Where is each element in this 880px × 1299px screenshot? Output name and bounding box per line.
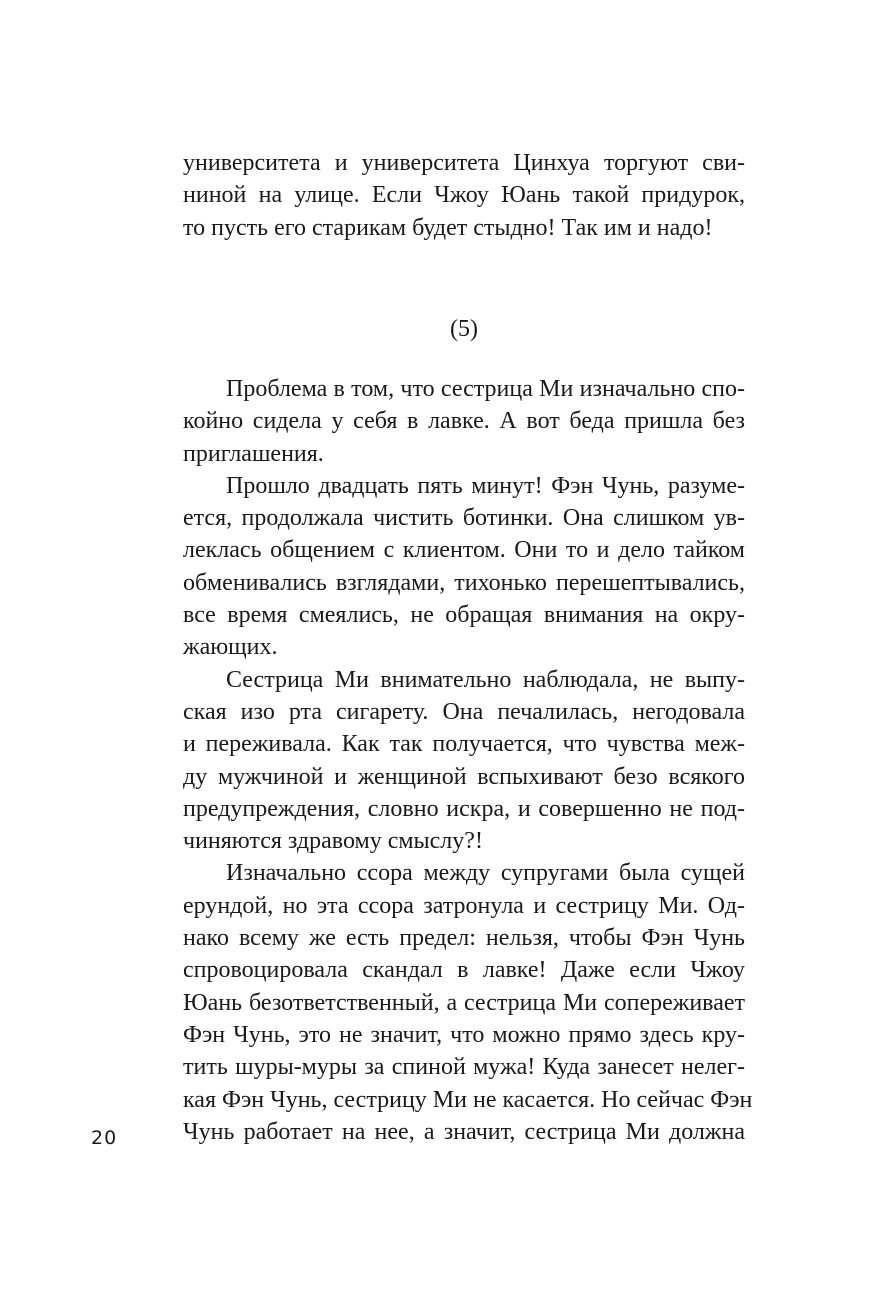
text-line: все время смеялись, не обращая внимания на окру- <box>183 602 745 629</box>
text-line: Фэн Чунь, это не значит, что можно прямо здесь кру- <box>183 1021 745 1048</box>
text-line: чиняются здравому смыслу?! <box>183 828 483 855</box>
text-line: тить шуры-муры за спиной мужа! Куда занесет нелег- <box>183 1054 745 1081</box>
text-line: жающих. <box>183 634 278 661</box>
main-text <box>183 373 753 1148</box>
text-line: предупреждения, словно искра, и совершенно не под- <box>183 795 745 822</box>
text-line: Чунь работает на нее, а значит, сестрица Ми должна <box>183 1118 745 1145</box>
text-line: ется, продолжала чистить ботинки. Она слишком ув- <box>183 505 745 532</box>
text-line: ерундой, но эта ссора затронула и сестрицу Ми. Од- <box>183 892 745 919</box>
text-line: обменивались взглядами, тихонько перешептывались, <box>183 569 745 596</box>
text-line: койно сидела у себя в лавке. А вот беда пришла без <box>183 408 745 435</box>
text-line: Юань безответственный, а сестрица Ми сопереживает <box>183 989 745 1016</box>
page-number: 20 <box>91 1127 118 1149</box>
text-line: и переживала. Как так получается, что чувства меж- <box>183 731 745 758</box>
text-line: приглашения. <box>183 440 324 467</box>
text-line: университета и университета Цинхуа торгуют сви- <box>183 150 745 176</box>
text-line: Сестрица Ми внимательно наблюдала, не выпу- <box>226 666 745 693</box>
text-line: нако всему же есть предел: нельзя, чтобы Фэн Чунь <box>183 925 745 952</box>
text-line: ниной на улице. Если Чжоу Юань такой придурок, <box>183 182 745 209</box>
top-paragraph <box>183 147 745 244</box>
text-line: спровоцировала скандал в лавке! Даже если Чжоу <box>183 957 745 984</box>
text-line: то пусть его старикам будет стыдно! Так им и надо! <box>183 214 713 241</box>
section-number: (5) <box>450 316 478 342</box>
text-line: леклась общением с клиентом. Они то и дело тайком <box>183 537 745 564</box>
text-line: Прошло двадцать пять минут! Фэн Чунь, разуме- <box>226 472 745 499</box>
text-line: Изначально ссора между супругами была сущей <box>226 860 745 887</box>
text-line: кая Фэн Чунь, сестрицу Ми не касается. Но сейчас Фэн <box>183 1086 753 1113</box>
text-line: ду мужчиной и женщиной вспыхивают безо всякого <box>183 763 745 790</box>
text-line: ская изо рта сигарету. Она печалилась, негодовала <box>183 698 745 725</box>
text-line: Проблема в том, что сестрица Ми изначально спо- <box>226 376 745 402</box>
